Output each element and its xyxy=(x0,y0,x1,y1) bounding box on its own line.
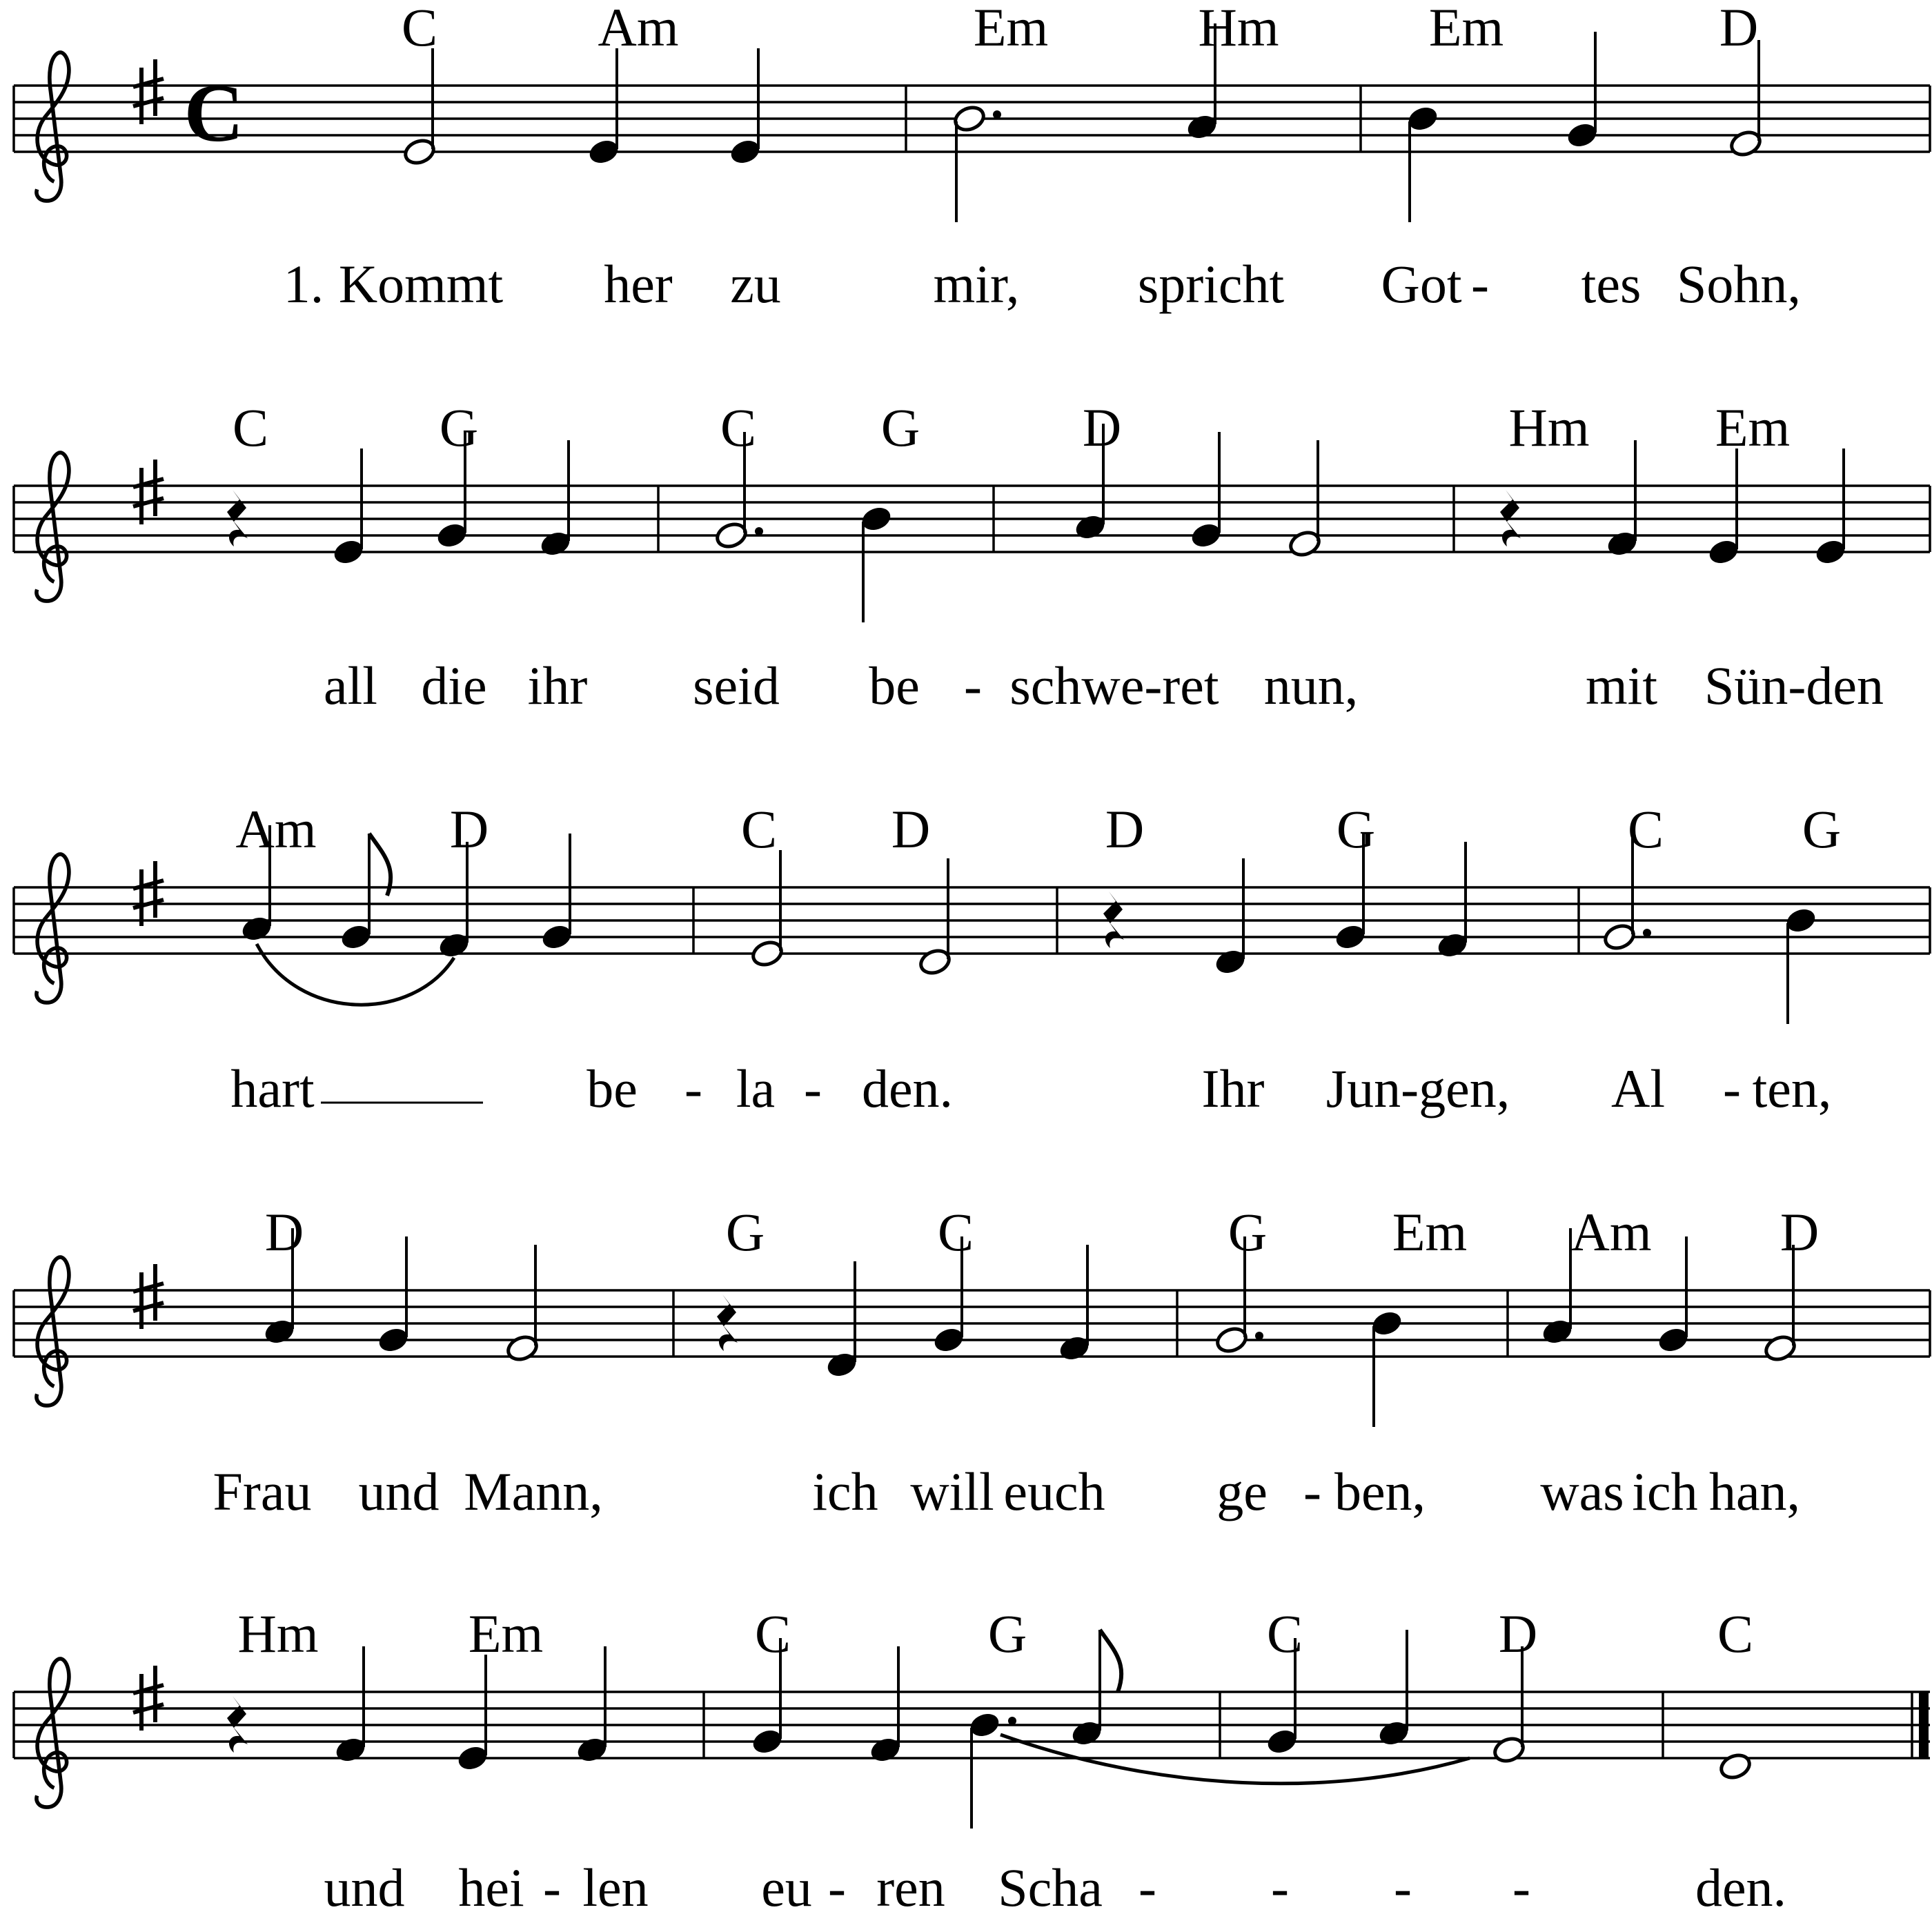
lyric-syllable: Scha xyxy=(998,1857,1103,1912)
chord-symbol: Em xyxy=(1428,0,1504,57)
quarter-note xyxy=(1784,905,1818,1024)
lyric-syllable: ren xyxy=(876,1857,945,1912)
lyric-syllable: - xyxy=(828,1857,846,1912)
chord-symbol: Em xyxy=(468,1604,544,1664)
chord-symbol: C xyxy=(1717,1604,1754,1664)
whole-note xyxy=(1718,1751,1753,1782)
lyric-syllable: mir, xyxy=(933,254,1020,314)
lyric-syllable: - xyxy=(1512,1857,1530,1912)
sharp-icon xyxy=(133,1264,164,1329)
lyric-syllable: eu xyxy=(761,1857,812,1912)
quarter-note xyxy=(1813,449,1848,567)
half-note xyxy=(1763,1245,1797,1363)
staff-system xyxy=(14,1604,1930,1912)
chord-symbol: G xyxy=(1336,799,1376,859)
quarter-note xyxy=(1656,1236,1690,1355)
lyric-syllable: - xyxy=(684,1058,702,1118)
quarter-note xyxy=(455,1655,490,1773)
chord-symbol: D xyxy=(1082,397,1122,457)
lyric-syllable: - xyxy=(1303,1461,1321,1521)
half-note xyxy=(952,104,1001,222)
lyric-syllable: - xyxy=(1394,1857,1412,1912)
chord-symbol: G xyxy=(1802,799,1842,859)
treble-clef-icon xyxy=(37,1659,69,1807)
half-note xyxy=(918,858,952,977)
staff-system xyxy=(14,799,1930,1118)
lyric-syllable: ich xyxy=(812,1461,878,1521)
chord-symbol: Em xyxy=(1715,397,1791,457)
lyric-syllable: ihr xyxy=(527,656,588,716)
quarter-note xyxy=(1435,842,1470,960)
quarter-note xyxy=(1605,440,1639,559)
lyric-syllable: hart xyxy=(230,1058,315,1118)
chord-symbol: D xyxy=(264,1202,304,1262)
quarter-note xyxy=(859,504,894,622)
lyric-syllable: her xyxy=(604,254,673,314)
lyric-syllable: was xyxy=(1540,1461,1624,1521)
lyric-syllable: Mann, xyxy=(464,1461,603,1521)
staff-system xyxy=(14,0,1930,314)
treble-clef-icon xyxy=(37,1257,69,1406)
treble-clef-icon xyxy=(37,453,69,601)
chord-symbol: C xyxy=(937,1202,974,1262)
sharp-icon xyxy=(133,861,164,926)
lyric-syllable: tes xyxy=(1581,254,1642,314)
quarter-note xyxy=(575,1646,609,1765)
lyric-syllable: Sün-den xyxy=(1704,656,1884,716)
chord-symbol: C xyxy=(720,397,757,457)
quarter-note xyxy=(331,449,366,567)
staff-system xyxy=(14,397,1930,716)
dot xyxy=(1008,1717,1016,1725)
quarter-note xyxy=(1189,432,1223,551)
eighth-note xyxy=(1070,1630,1121,1748)
lyric-syllable: all xyxy=(324,656,377,716)
half-note xyxy=(1492,1646,1526,1765)
sharp-icon xyxy=(133,59,164,124)
lyric-syllable: will xyxy=(910,1461,994,1521)
eighth-note xyxy=(339,834,391,952)
chord-symbol: C xyxy=(1266,1604,1303,1664)
lyric-syllable: den. xyxy=(861,1058,954,1118)
chord-symbol: Hm xyxy=(1508,397,1590,457)
time-signature: C xyxy=(184,67,244,159)
lyric-syllable: nun, xyxy=(1263,656,1359,716)
chord-symbol: Em xyxy=(973,0,1049,57)
half-note xyxy=(505,1245,540,1363)
sharp-icon xyxy=(133,1666,164,1731)
half-note xyxy=(1288,440,1322,559)
chord-symbol: C xyxy=(232,397,269,457)
half-note xyxy=(750,850,785,969)
chord-symbol: Em xyxy=(1392,1202,1468,1262)
lyric-syllable: ben, xyxy=(1334,1461,1426,1521)
lyric-syllable: ich xyxy=(1632,1461,1698,1521)
treble-clef-icon xyxy=(37,52,69,201)
dot xyxy=(755,527,763,535)
chord-symbol: D xyxy=(1719,0,1759,57)
chord-symbol: D xyxy=(1780,1202,1820,1262)
quarter-note xyxy=(437,842,471,960)
lyric-syllable: - xyxy=(1723,1058,1741,1118)
lyric-syllable: spricht xyxy=(1137,254,1285,314)
half-note xyxy=(402,48,437,167)
lyric-syllable: - xyxy=(964,656,982,716)
quarter-note xyxy=(376,1236,411,1355)
final-barline-thick xyxy=(1919,1692,1929,1758)
lyric-syllable: seid xyxy=(693,656,780,716)
staff-system xyxy=(14,1202,1930,1521)
chord-symbol: G xyxy=(725,1202,765,1262)
quarter-note xyxy=(825,1261,859,1380)
lyric-syllable: - xyxy=(804,1058,822,1118)
lyric-syllable: Kommt xyxy=(338,254,504,314)
chord-symbol: Am xyxy=(598,0,679,57)
half-note xyxy=(1728,40,1763,159)
lyric-syllable: schwe-ret xyxy=(1009,656,1219,716)
lyric-syllable: Al xyxy=(1611,1058,1665,1118)
chord-symbol: G xyxy=(987,1604,1027,1664)
quarter-note xyxy=(868,1646,903,1765)
dot xyxy=(993,110,1001,119)
chord-symbol: Am xyxy=(235,799,317,859)
lyric-syllable: Frau xyxy=(213,1461,312,1521)
quarter-note xyxy=(1370,1308,1404,1427)
lyric-syllable: zu xyxy=(730,254,781,314)
chord-symbol: Am xyxy=(1570,1202,1652,1262)
lyric-syllable: len xyxy=(582,1857,649,1912)
chord-symbol: C xyxy=(401,0,438,57)
chord-symbol: D xyxy=(1105,799,1145,859)
quarter-note xyxy=(1706,449,1741,567)
chord-symbol: G xyxy=(880,397,920,457)
lyric-syllable: und xyxy=(358,1461,440,1521)
lyric-syllable: ten, xyxy=(1752,1058,1832,1118)
lyric-syllable: ge xyxy=(1216,1461,1268,1521)
lyric-syllable: Jun-gen, xyxy=(1325,1058,1510,1118)
lyric-syllable: - xyxy=(1138,1857,1156,1912)
chord-symbol: D xyxy=(891,799,931,859)
dot xyxy=(1643,929,1651,937)
quarter-note xyxy=(540,834,574,952)
lyric-syllable: be xyxy=(586,1058,638,1118)
treble-clef-icon xyxy=(37,854,69,1003)
quarter-note xyxy=(586,48,621,167)
lyric-syllable: - xyxy=(543,1857,561,1912)
lyric-syllable: Got xyxy=(1381,254,1462,314)
lyric-syllable: han, xyxy=(1708,1461,1801,1521)
quarter-note xyxy=(1057,1245,1092,1363)
chord-symbol: G xyxy=(1228,1202,1268,1262)
sharp-icon xyxy=(133,460,164,524)
dot xyxy=(1255,1332,1263,1340)
quarter-note xyxy=(1565,32,1599,150)
lyric-syllable: la xyxy=(736,1058,776,1118)
chord-symbol: G xyxy=(439,397,479,457)
chord-symbol: D xyxy=(449,799,489,859)
quarter-note xyxy=(1406,104,1440,222)
quarter-note xyxy=(1377,1630,1411,1748)
quarter-note xyxy=(1213,858,1248,977)
lyric-syllable: hei xyxy=(458,1857,524,1912)
chord-symbol: C xyxy=(754,1604,791,1664)
quarter-note xyxy=(1540,1228,1575,1347)
lyric-syllable: - xyxy=(1471,254,1489,314)
chord-symbol: C xyxy=(1627,799,1664,859)
chord-symbol: D xyxy=(1498,1604,1538,1664)
lyric-syllable: Sohn, xyxy=(1677,254,1801,314)
chord-symbol: Hm xyxy=(237,1604,319,1664)
lyric-syllable: Ihr xyxy=(1201,1058,1265,1118)
lyric-syllable: den. xyxy=(1695,1857,1787,1912)
quarter-note xyxy=(333,1646,368,1765)
chord-symbol: Hm xyxy=(1198,0,1279,57)
chord-symbol: C xyxy=(740,799,778,859)
lyric-syllable: - xyxy=(1271,1857,1289,1912)
lyric-syllable: be xyxy=(869,656,920,716)
lyric-syllable: die xyxy=(421,656,487,716)
quarter-note xyxy=(967,1710,1016,1829)
lyric-syllable: mit xyxy=(1585,656,1658,716)
lyric-syllable: euch xyxy=(1003,1461,1105,1521)
lyric-syllable: 1. xyxy=(283,254,324,314)
lyric-syllable: und xyxy=(324,1857,405,1912)
quarter-note xyxy=(538,440,573,559)
quarter-note xyxy=(728,48,762,167)
